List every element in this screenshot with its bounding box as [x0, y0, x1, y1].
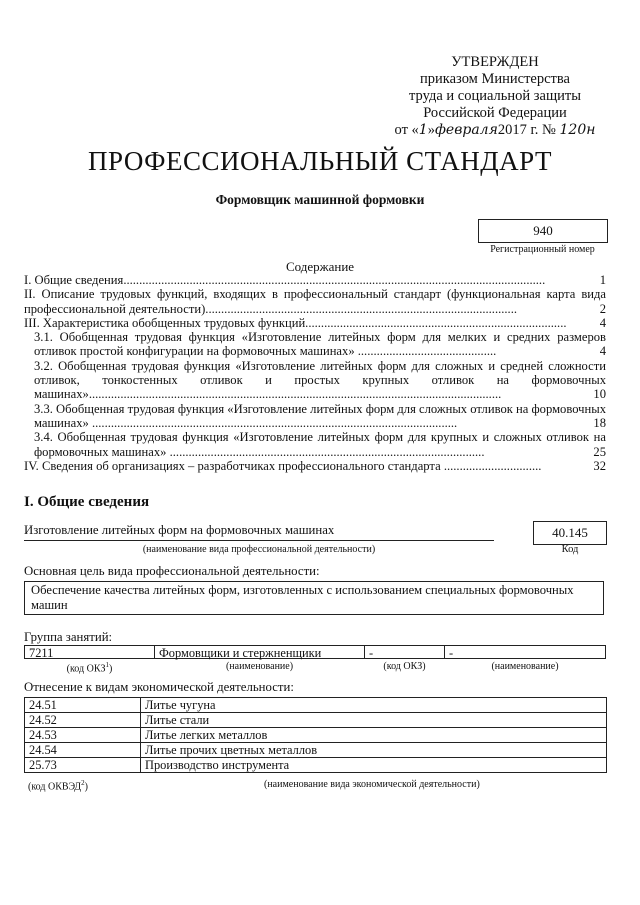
toc-item[interactable]: 3.2. Обобщенная трудовая функция «Изготовление литейных форм для сложных и средней сложности отливок, тонкостенных отливок и простых крупных отливок на формовочных машинах»................................................................................................................................... 10 — [34, 358, 606, 402]
document-subtitle: Формовщик машинной формовки — [215, 192, 425, 207]
table-row: 24.54 Литье прочих цветных металлов — [25, 743, 607, 758]
toc-item[interactable]: IV. Сведения об организациях – разработчиках профессионального стандарта ............................... 32 — [24, 458, 606, 473]
approval-number: 120н — [559, 122, 596, 138]
table-row: 24.52 Литье стали — [25, 713, 607, 728]
group-code-2: - — [364, 645, 445, 659]
section-heading: I. Общие сведения — [24, 494, 150, 510]
group-name-2: - — [444, 645, 606, 659]
toc-item[interactable]: II. Описание трудовых функций, входящих в профессиональный стандарт (функциональная карта вида профессиональной деятельности)................................................................................................... 2 — [24, 287, 606, 316]
table-row: 24.53 Литье легких металлов — [25, 728, 607, 743]
table-row: 25.73 Производство инструмента — [25, 758, 607, 773]
approval-block — [380, 54, 610, 139]
oked-label: Отнесение к видам экономической деятельности: — [24, 680, 294, 694]
group-caption-name-2: (наименование) — [491, 661, 559, 672]
group-captions — [24, 661, 606, 673]
activity-code-label: Код — [561, 544, 579, 555]
goal-text: Обеспечение качества литейных форм, изготовленных с использованием специальных формовочных машин — [24, 581, 604, 615]
group-code: 7211 — [24, 645, 155, 659]
group-row — [24, 645, 606, 660]
approval-ministry: труда и социальной защиты — [409, 88, 581, 104]
activity-kind: Изготовление литейных форм на формовочных машинах — [24, 523, 335, 537]
group-caption-code-2: (код ОКЗ) — [383, 661, 426, 672]
group-name: Формовщики и стержненщики — [154, 645, 365, 659]
group-label: Группа занятий: — [24, 630, 113, 644]
approval-country: Российской Федерации — [423, 105, 567, 121]
oked-caption-name: (наименование вида экономической деятельности) — [264, 779, 480, 790]
goal-label: Основная цель вида профессиональной деятельности: — [24, 564, 320, 578]
toc-heading: Содержание — [285, 259, 355, 274]
table-row: 24.51 Литье чугуна — [25, 698, 607, 713]
approval-date: от «1»февраля2017 г. № 120н — [394, 122, 596, 138]
document-title: ПРОФЕССИОНАЛЬНЫЙ СТАНДАРТ — [87, 146, 553, 176]
toc-item[interactable]: 3.3. Обобщенная трудовая функция «Изготовление литейных форм для сложных отливок на формовочных машинах» .................................................................................................................... 18 — [34, 401, 606, 430]
oked-table — [24, 697, 607, 773]
activity-caption: (наименование вида профессиональной деятельности) — [142, 544, 376, 555]
approval-heading: УТВЕРЖДЕН — [451, 54, 539, 70]
registration-number: 940 — [478, 219, 608, 243]
toc-item[interactable]: 3.4. Обобщенная трудовая функция «Изготовление литейных форм для крупных и сложных отливок на формовочных машинах» .................................................................................................... 25 — [34, 430, 606, 459]
approval-order: приказом Министерства — [420, 71, 570, 87]
oked-captions — [24, 779, 607, 791]
activity-underline — [24, 540, 494, 541]
approval-month: февраля — [434, 122, 498, 138]
group-caption-code: (код ОКЗ$^1$) — [66, 661, 113, 675]
toc-item[interactable]: III. Характеристика обобщенных трудовых функций................................................................................... 4 — [24, 315, 606, 330]
group-caption-name: (наименование) — [225, 661, 294, 672]
activity-code: 40.145 — [533, 521, 607, 545]
registration-label: Регистрационный номер — [490, 244, 595, 255]
toc-item[interactable]: 3.1. Обобщенная трудовая функция «Изготовление литейных форм для мелких и средних размеров отливок простой конфигурации на формовочных машинах» ............................................ 4 — [34, 330, 606, 359]
toc-item[interactable]: I. Общие сведения...................................................................................................................................... 1 — [24, 273, 606, 287]
approval-day: 1 — [418, 122, 428, 138]
oked-caption-code: (код ОКВЭД$^2$) — [28, 779, 88, 793]
table-of-contents — [24, 273, 606, 473]
